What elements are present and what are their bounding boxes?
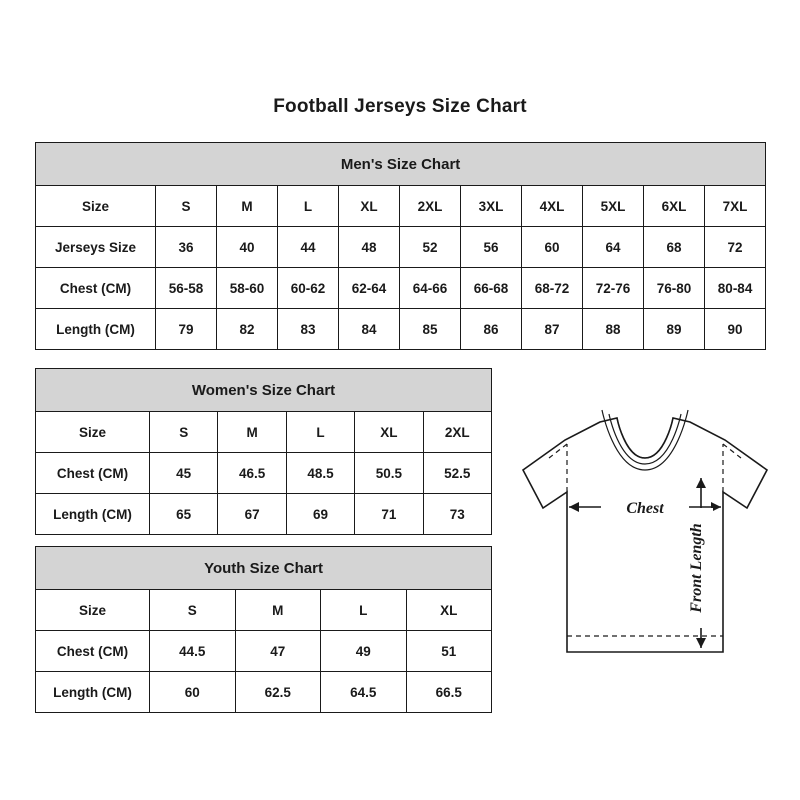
- table-cell: 85: [400, 309, 461, 350]
- youth-size-col: L: [321, 590, 407, 631]
- mens-size-col: 7XL: [705, 186, 766, 227]
- table-cell: 52.5: [423, 453, 491, 494]
- table-section-header-row: [36, 547, 492, 590]
- youth-row-label: Length (CM): [36, 672, 150, 713]
- table-cell: 48.5: [286, 453, 354, 494]
- table-cell: 49: [321, 631, 407, 672]
- sleeve-seam-lines-icon: [549, 444, 741, 492]
- youth-size-table: [35, 546, 492, 713]
- table-row: [36, 494, 492, 535]
- table-section-header-row: [36, 143, 766, 186]
- table-cell: 64: [583, 227, 644, 268]
- mens-size-col: M: [217, 186, 278, 227]
- table-cell: 47: [235, 631, 321, 672]
- table-section-header-row: [36, 369, 492, 412]
- table-cell: 60: [522, 227, 583, 268]
- youth-section-header: Youth Size Chart: [36, 547, 492, 590]
- table-cell: 80-84: [705, 268, 766, 309]
- table-cell: 56-58: [156, 268, 217, 309]
- table-cell: 83: [278, 309, 339, 350]
- womens-size-col: M: [218, 412, 286, 453]
- table-row: [36, 309, 766, 350]
- front-length-label: Front Length: [688, 523, 705, 613]
- table-cell: 66-68: [461, 268, 522, 309]
- table-cell: 72-76: [583, 268, 644, 309]
- womens-size-col: S: [150, 412, 218, 453]
- table-cell: 40: [217, 227, 278, 268]
- youth-size-col: XL: [406, 590, 492, 631]
- table-row: [36, 672, 492, 713]
- table-cell: 65: [150, 494, 218, 535]
- table-cell: 46.5: [218, 453, 286, 494]
- table-row: [36, 590, 492, 631]
- table-cell: 79: [156, 309, 217, 350]
- table-cell: 51: [406, 631, 492, 672]
- chest-label: Chest: [626, 500, 664, 517]
- table-cell: 76-80: [644, 268, 705, 309]
- youth-row-header: Size: [36, 590, 150, 631]
- table-cell: 68-72: [522, 268, 583, 309]
- youth-row-label: Chest (CM): [36, 631, 150, 672]
- mens-size-col: 4XL: [522, 186, 583, 227]
- womens-row-label: Chest (CM): [36, 453, 150, 494]
- table-cell: 48: [339, 227, 400, 268]
- table-cell: 69: [286, 494, 354, 535]
- youth-size-col: M: [235, 590, 321, 631]
- table-cell: 90: [705, 309, 766, 350]
- table-cell: 50.5: [355, 453, 423, 494]
- table-cell: 82: [217, 309, 278, 350]
- table-cell: 88: [583, 309, 644, 350]
- table-cell: 86: [461, 309, 522, 350]
- table-cell: 68: [644, 227, 705, 268]
- mens-section-header: Men's Size Chart: [36, 143, 766, 186]
- table-cell: 66.5: [406, 672, 492, 713]
- mens-size-col: 5XL: [583, 186, 644, 227]
- womens-size-table: [35, 368, 492, 535]
- table-cell: 60-62: [278, 268, 339, 309]
- mens-row-label: Jerseys Size: [36, 227, 156, 268]
- table-cell: 62-64: [339, 268, 400, 309]
- table-row: [36, 268, 766, 309]
- shirt-outline-icon: [523, 418, 767, 652]
- table-row: [36, 631, 492, 672]
- mens-row-label: Chest (CM): [36, 268, 156, 309]
- table-cell: 36: [156, 227, 217, 268]
- womens-section-header: Women's Size Chart: [36, 369, 492, 412]
- table-cell: 73: [423, 494, 491, 535]
- table-cell: 58-60: [217, 268, 278, 309]
- table-cell: 72: [705, 227, 766, 268]
- table-cell: 56: [461, 227, 522, 268]
- womens-size-col: XL: [355, 412, 423, 453]
- youth-size-col: S: [150, 590, 236, 631]
- mens-row-label: Length (CM): [36, 309, 156, 350]
- mens-row-header: Size: [36, 186, 156, 227]
- womens-row-label: Length (CM): [36, 494, 150, 535]
- table-cell: 87: [522, 309, 583, 350]
- mens-size-col: XL: [339, 186, 400, 227]
- table-cell: 45: [150, 453, 218, 494]
- t-shirt-measurement-diagram: [505, 400, 785, 690]
- mens-size-col: 3XL: [461, 186, 522, 227]
- table-cell: 89: [644, 309, 705, 350]
- mens-size-col: 2XL: [400, 186, 461, 227]
- page-title: Football Jerseys Size Chart: [273, 96, 527, 117]
- mens-size-col: L: [278, 186, 339, 227]
- table-cell: 71: [355, 494, 423, 535]
- table-cell: 67: [218, 494, 286, 535]
- table-row: [36, 227, 766, 268]
- table-cell: 62.5: [235, 672, 321, 713]
- womens-row-header: Size: [36, 412, 150, 453]
- mens-size-table: [35, 142, 766, 350]
- table-cell: 52: [400, 227, 461, 268]
- table-cell: 44.5: [150, 631, 236, 672]
- table-cell: 60: [150, 672, 236, 713]
- mens-size-col: S: [156, 186, 217, 227]
- table-cell: 84: [339, 309, 400, 350]
- mens-size-col: 6XL: [644, 186, 705, 227]
- table-row: [36, 186, 766, 227]
- table-cell: 64.5: [321, 672, 407, 713]
- table-cell: 64-66: [400, 268, 461, 309]
- womens-size-col: 2XL: [423, 412, 491, 453]
- table-row: [36, 453, 492, 494]
- table-cell: 44: [278, 227, 339, 268]
- table-row: [36, 412, 492, 453]
- womens-size-col: L: [286, 412, 354, 453]
